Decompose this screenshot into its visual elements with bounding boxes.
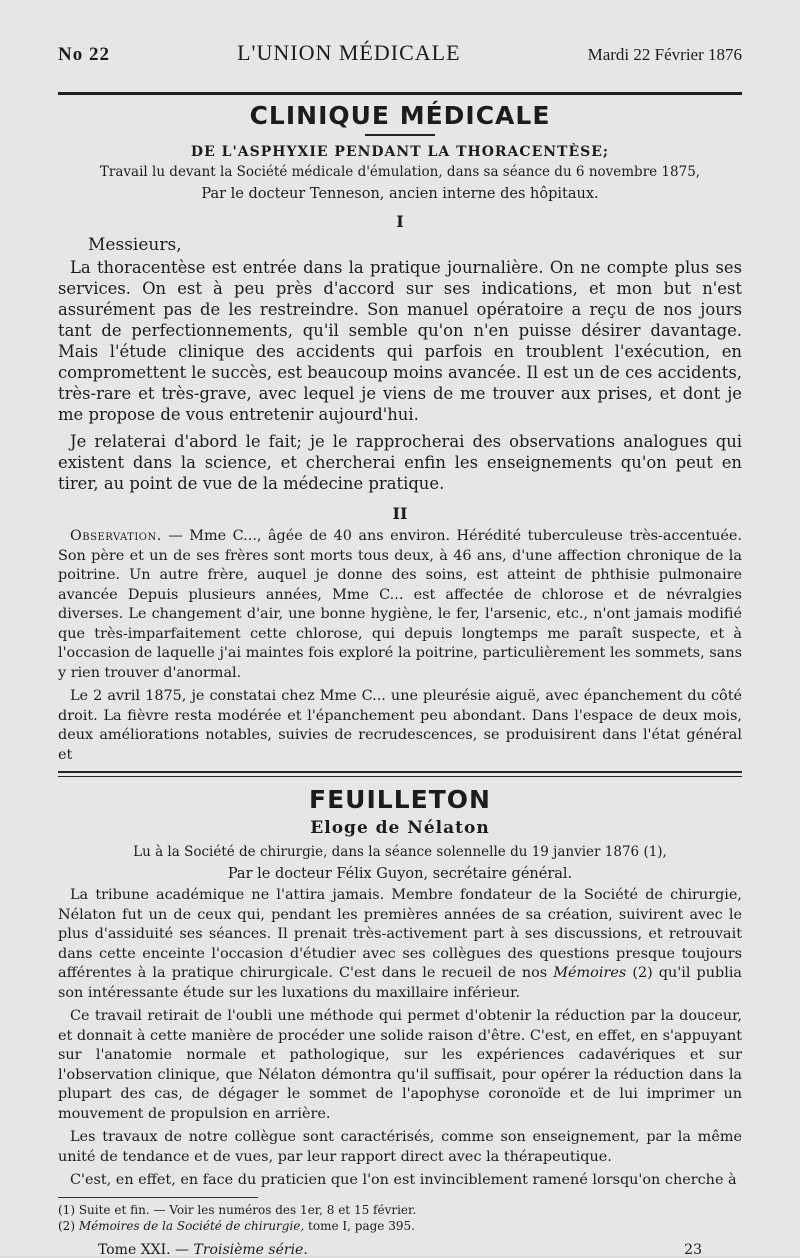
page-footer [58, 1242, 742, 1258]
observation-text: — Mme C..., âgée de 40 ans environ. Hérédité tuberculeuse très-accentuée. Son père et un de ses frères sont morts tous deux, à 46 ans, d'une affection chronique de la poitrine. Un autre frère, auquel je donne des soins, est atteint de phthisie pulmonaire avancée Depuis plusieurs années, Mme C... est affectée de chlorose et de névralgies diverses. Le changement d'air, une bonne hygiène, le fer, l'arsenic, etc., n'ont jamais modifié que très-imparfaitement cette chlorose, qui depuis longtemps me paraît suspecte, et à l'occasion de laquelle j'ai maintes fois exploré la poitrine, particulièrement les sommets, sans y rien trouver d'anormal. [58, 528, 742, 681]
footnote-rule [58, 1197, 258, 1198]
footnote-2-text: tome I, page 395. [304, 1218, 415, 1233]
feuilleton-divider [58, 771, 742, 777]
salutation: Messieurs, [88, 235, 182, 255]
tome-text: Tome XXI. — [98, 1241, 194, 1258]
part-numeral-two: II [392, 504, 408, 523]
clinique-paragraph-1: La thoracentèse est entrée dans la pratique journalière. On ne compte plus ses services. On est à peu près d'accord sur ses indications, et mon but n'est assurément pas de les restreindre. Son manuel opératoire a reçu de nos jours tant de perfectionnements, qu'il semble qu'on n'en puisse désirer davantage. Mais l'étude clinique des accidents qui parfois en troublent l'exécution, en compromettent le succès, est beaucoup moins avancée. Il est un de ces accidents, très-rare et très-grave, avec lequel je viens de me trouver aux prises, et dont je me propose de vous entretenir aujourd'hui. [58, 258, 742, 424]
title-rule [365, 134, 435, 136]
article-title: DE L'ASPHYXIE PENDANT LA THORACENTÈSE; [190, 144, 610, 160]
footnote-2-number: (2) [58, 1218, 79, 1233]
article-byline: Par le docteur Tenneson, ancien interne des hôpitaux. [201, 186, 599, 202]
eloge-read-line: Lu à la Société de chirurgie, dans la séance solennelle du 19 janvier 1876 (1), [133, 844, 667, 860]
section-title-clinique: CLINIQUE MÉDICALE [249, 101, 551, 130]
feuilleton-paragraph-4: C'est, en effet, en face du praticien que l'on est invinciblement ramené lorsqu'on cherche à [70, 1172, 737, 1188]
feuilleton-text-b: (2) qu'il publia son intéressante étude sur les luxations du maxillaire inférieur. [58, 965, 743, 1001]
clinique-paragraph-2: Je relaterai d'abord le fait; je le rapprocherai des observations analogues qui existent dans la science, et chercherai enfin les enseignements qu'on peut en tirer, au point de vue de la médecine pratique. [58, 432, 742, 493]
running-head [58, 40, 742, 80]
eloge-title: Eloge de Nélaton [310, 818, 490, 838]
tome-label [98, 1242, 308, 1258]
journal-title: L'UNION MÉDICALE [237, 40, 461, 65]
section-title-feuilleton: FEUILLETON [309, 785, 491, 814]
eloge-byline: Par le docteur Félix Guyon, secrétaire général. [227, 866, 573, 882]
serie-text: Troisième série. [193, 1241, 308, 1258]
feuilleton-paragraph-1 [58, 886, 742, 1003]
memoires-italic: Mémoires [553, 965, 627, 981]
page-number: 23 [684, 1241, 702, 1258]
clinique-paragraph-3: Le 2 avril 1875, je constatai chez Mme C... une pleurésie aiguë, avec épanchement du côté droit. La fièvre resta modérée et l'épanchement peu abondant. Dans l'espace de deux mois, deux améliorations notables, suivies de recrudescences, se produisirent dans l'état général et [58, 688, 742, 763]
footnote-1: (1) Suite et fin. — Voir les numéros des 1er, 8 et 15 février. [58, 1202, 417, 1217]
footnote-2-italic: Mémoires de la Société de chirurgie, [78, 1218, 305, 1233]
part-numeral-one: I [396, 212, 404, 231]
observation-label: Observation. [70, 528, 162, 544]
feuilleton-paragraph-3: Les travaux de notre collègue sont caractérisés, comme son enseignement, par la même unité de tendance et de vues, par leur rapport direct avec la thérapeutique. [58, 1129, 742, 1165]
issue-date: Mardi 22 Février 1876 [587, 45, 742, 64]
article-read-line: Travail lu devant la Société médicale d'émulation, dans sa séance du 6 novembre 1875, [99, 164, 701, 180]
feuilleton-text-a: La tribune académique ne l'attira jamais. Membre fondateur de la Société de chirurgie, Nélaton fut un de ceux qui, pendant les premières années de sa création, suivirent avec le plus d'assiduité ses séances. Il prenait très-activement part à ses discussions, et retrouvait dans cette enceinte l'occasion d'étudier avec ses collègues des questions presque toujours afférentes à la pratique chirurgicale. C'est dans le recueil de nos [58, 887, 742, 981]
header-rule [58, 92, 742, 95]
observation-paragraph [58, 527, 742, 683]
footnote-2 [58, 1218, 742, 1234]
feuilleton-paragraph-2: Ce travail retirait de l'oubli une méthode qui permet d'obtenir la réduction par la douceur, et donnait à cette manière de procéder une solide raison d'être. C'est, en effet, en s'appuyant sur l'anatomie normale et pathologique, sur les expériences cadavériques et sur l'observation clinique, que Nélaton démontra qu'il suffisait, pour opérer la réduction dans la plupart des cas, de dégager le sommet de l'apophyse coronoïde et de lui imprimer un mouvement de propulsion en arrière. [58, 1008, 742, 1122]
issue-number: No 22 [58, 44, 110, 65]
